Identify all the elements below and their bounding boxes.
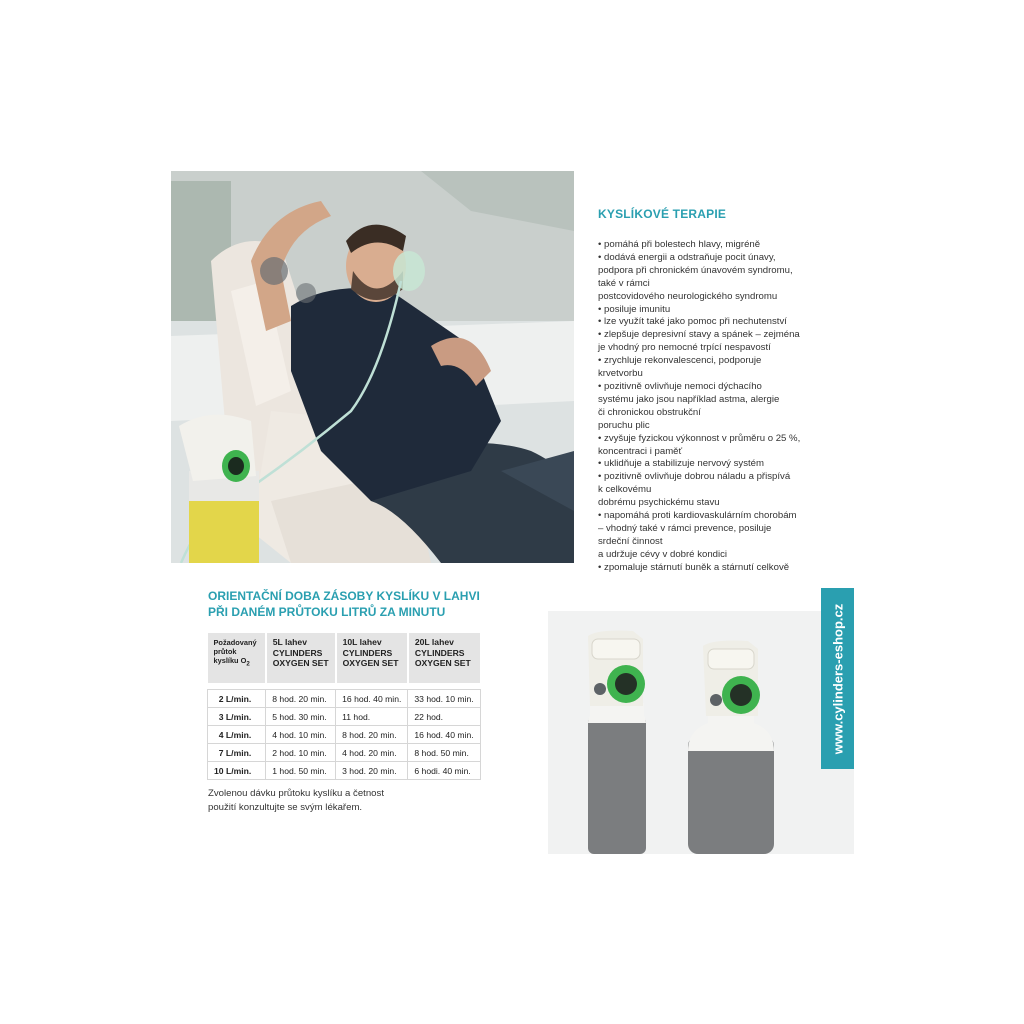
flow-header-subscript: 2 [246, 660, 250, 668]
therapy-list-item: • pozitivně ovlivňuje nemoci dýchacího systému jako jsou například astma, alergie či chronickou obstrukční poruchu plic [598, 380, 780, 431]
table-row [208, 690, 481, 708]
therapy-section [598, 207, 828, 575]
cell-5l: 8 hod. 20 min. [266, 690, 336, 708]
col5-line1: 5L lahev [272, 637, 307, 647]
col20-line1: 20L lahev [414, 637, 454, 647]
therapy-list-item: • napomáhá proti kardiovaskulárním chorobám – vhodný také v rámci prevence, posiluje srdeční činnost a udržuje cévy v dobré kondici [598, 510, 797, 560]
cell-5l: 4 hod. 10 min. [266, 726, 336, 744]
note-line2: použití konzultujte se svým lékařem. [208, 801, 363, 813]
col5-line3: OXYGEN SET [272, 658, 329, 668]
therapy-list-item: • pomáhá při bolestech hlavy, migréně [598, 239, 761, 250]
cell-20l: 16 hod. 40 min. [408, 726, 480, 744]
duration-title-line2: PŘI DANÉM PRŮTOKU LITRŮ ZA MINUTU [208, 605, 446, 619]
therapy-list-item: • pozitivně ovlivňuje dobrou náladu a přispívá k celkovému dobrému psychickému stavu [598, 471, 791, 509]
consult-note [208, 787, 448, 814]
flow-cell: 2 L/min. [208, 690, 266, 708]
therapy-list-item: • uklidňuje a stabilizuje nervový systém [598, 458, 764, 470]
col20-line2: CYLINDERS [414, 647, 465, 658]
therapy-list-item: • zlepšuje depresivní stavy a spánek – zejména je vhodný pro nemocné trpící nespavostí [598, 329, 800, 354]
therapy-list-item: • zvyšuje fyzickou výkonnost v průměru o 25 %, koncentraci i paměť [598, 432, 801, 457]
table-body [208, 690, 481, 780]
table-row [208, 708, 481, 726]
col10-line2: CYLINDERS [342, 647, 393, 658]
cell-5l: 5 hod. 30 min. [266, 708, 336, 726]
flow-cell: 10 L/min. [208, 762, 266, 780]
duration-title [208, 588, 508, 620]
cell-10l: 11 hod. [336, 708, 408, 726]
cell-5l: 1 hod. 50 min. [266, 762, 336, 780]
col20-line3: OXYGEN SET [414, 658, 471, 668]
cell-10l: 3 hod. 20 min. [336, 762, 408, 780]
flow-cell: 7 L/min. [208, 744, 266, 762]
therapy-title: KYSLÍKOVÉ TERAPIE [598, 207, 727, 221]
cell-20l: 33 hod. 10 min. [408, 690, 480, 708]
flow-cell: 3 L/min. [208, 708, 266, 726]
table-row [208, 744, 481, 762]
col5-line2: CYLINDERS [272, 647, 323, 658]
cell-10l: 8 hod. 20 min. [336, 726, 408, 744]
photo-man-oxygen-mask [171, 171, 574, 563]
cell-10l: 16 hod. 40 min. [336, 690, 408, 708]
url-banner[interactable] [821, 588, 854, 769]
column-header-10l [336, 633, 408, 683]
website-url[interactable]: www.cylinders-eshop.cz [830, 603, 845, 754]
flow-column-header [208, 633, 266, 683]
therapy-list [598, 239, 828, 575]
flow-header-line3: kyslíku O [213, 656, 247, 665]
table-row [208, 726, 481, 744]
column-header-20l [408, 633, 480, 683]
cell-5l: 2 hod. 10 min. [266, 744, 336, 762]
cell-20l: 6 hodi. 40 min. [408, 762, 480, 780]
photo-oxygen-cylinders [548, 611, 854, 854]
cell-10l: 4 hod. 20 min. [336, 744, 408, 762]
col10-line1: 10L lahev [342, 637, 382, 647]
therapy-list-item: • dodává energii a odstraňuje pocit únavy, podpora při chronickém únavovém syndromu, také v rámci postcovidového neurologického syndromu [598, 251, 793, 302]
flow-header-line1: Požadovaný [213, 638, 257, 647]
therapy-list-item: • lze využít také jako pomoc při nechutenství [598, 316, 787, 328]
cell-20l: 8 hod. 50 min. [408, 744, 480, 762]
therapy-list-item: • zrychluje rekonvalescenci, podporuje krvetvorbu [598, 355, 762, 380]
therapy-list-item: • posiluje imunitu [598, 303, 671, 315]
col10-line3: OXYGEN SET [342, 658, 399, 668]
cell-20l: 22 hod. [408, 708, 480, 726]
flow-header-line2: průtok [213, 647, 237, 656]
flow-cell: 4 L/min. [208, 726, 266, 744]
duration-title-line1: ORIENTAČNÍ DOBA ZÁSOBY KYSLÍKU V LAHVI [208, 589, 480, 603]
table-row [208, 762, 481, 780]
note-line1: Zvolenou dávku průtoku kyslíku a četnost [208, 788, 384, 799]
column-header-5l [266, 633, 336, 683]
table-header-row [208, 633, 481, 683]
oxygen-duration-table [207, 633, 481, 780]
therapy-list-item: • zpomaluje stárnutí buněk a stárnutí celkově [598, 561, 790, 573]
